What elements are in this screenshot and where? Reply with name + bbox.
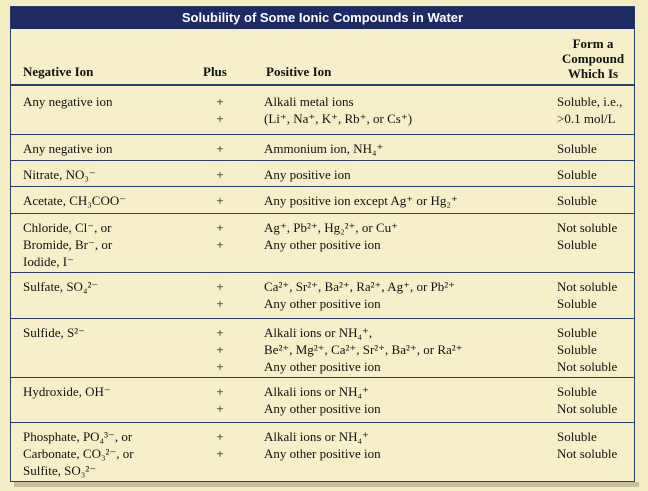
form-cell: Not soluble (557, 220, 618, 235)
plus-cell: + (216, 141, 224, 156)
positive-ion-cell: Alkali ions or NH₄⁺ (264, 384, 369, 399)
header-negative-ion: Negative Ion (23, 64, 94, 79)
plus-cell: + (216, 342, 224, 357)
positive-ion-cell: Any other positive ion (264, 237, 381, 252)
header-form (557, 36, 629, 81)
positive-ion-cell: Be²⁺, Mg²⁺, Ca²⁺, Sr²⁺, Ba²⁺, or Ra²⁺ (264, 342, 463, 357)
form-cell: Soluble (557, 342, 597, 357)
header-form-line1: Form a (572, 36, 614, 51)
negative-ion-cell: Acetate, CH₃COO⁻ (23, 193, 127, 208)
positive-ion-cell: Any positive ion except Ag⁺ or Hg₂⁺ (264, 193, 458, 208)
row-divider (11, 272, 634, 273)
plus-cell: + (216, 220, 224, 235)
plus-cell: + (216, 325, 224, 340)
plus-cell: + (216, 111, 224, 126)
plus-cell: + (216, 193, 224, 208)
negative-ion-cell: Bromide, Br⁻, or (23, 237, 113, 252)
form-cell: Not soluble (557, 446, 618, 461)
positive-ion-cell: Any other positive ion (264, 446, 381, 461)
negative-ion-cell: Any negative ion (23, 141, 113, 156)
form-cell: Soluble (557, 141, 597, 156)
plus-cell: + (216, 94, 224, 109)
plus-cell: + (216, 167, 224, 182)
negative-ion-cell: Carbonate, CO₃²⁻, or (23, 446, 134, 461)
positive-ion-cell: Alkali metal ions (264, 94, 354, 109)
positive-ion-cell: Ca²⁺, Sr²⁺, Ba²⁺, Ra²⁺, Ag⁺, or Pb²⁺ (264, 279, 456, 294)
header-plus: Plus (203, 64, 227, 79)
positive-ion-cell: (Li⁺, Na⁺, K⁺, Rb⁺, or Cs⁺) (264, 111, 413, 126)
negative-ion-cell: Sulfate, SO₄²⁻ (23, 279, 99, 294)
form-cell: Soluble, i.e., (557, 94, 623, 109)
form-cell: Not soluble (557, 359, 618, 374)
header-form-line3: Which Is (567, 66, 619, 81)
positive-ion-cell: Ag⁺, Pb²⁺, Hg₂²⁺, or Cu⁺ (264, 220, 399, 235)
plus-cell: + (216, 296, 224, 311)
negative-ion-cell: Chloride, Cl⁻, or (23, 220, 112, 235)
form-cell: Soluble (557, 193, 597, 208)
form-cell: Soluble (557, 296, 597, 311)
negative-ion-cell: Hydroxide, OH⁻ (23, 384, 111, 399)
positive-ion-cell: Any other positive ion (264, 359, 381, 374)
form-cell: Soluble (557, 167, 597, 182)
negative-ion-cell: Iodide, I⁻ (23, 254, 74, 269)
header-form-line2: Compound (561, 51, 625, 66)
header-positive-ion: Positive Ion (266, 64, 332, 79)
positive-ion-cell: Ammonium ion, NH₄⁺ (264, 141, 384, 156)
plus-cell: + (216, 359, 224, 374)
positive-ion-cell: Any other positive ion (264, 401, 381, 416)
solubility-table (10, 6, 635, 482)
negative-ion-cell: Phosphate, PO₄³⁻, or (23, 429, 133, 444)
plus-cell: + (216, 429, 224, 444)
row-divider (11, 186, 634, 187)
form-cell: Soluble (557, 429, 597, 444)
table-title: Solubility of Some Ionic Compounds in Water (11, 7, 634, 29)
positive-ion-cell: Any other positive ion (264, 296, 381, 311)
table-shadow (14, 482, 639, 487)
plus-cell: + (216, 401, 224, 416)
negative-ion-cell: Sulfite, SO₃²⁻ (23, 463, 97, 478)
form-cell: >0.1 mol/L (557, 111, 616, 126)
form-cell: Soluble (557, 325, 597, 340)
plus-cell: + (216, 384, 224, 399)
plus-cell: + (216, 237, 224, 252)
form-cell: Soluble (557, 384, 597, 399)
negative-ion-cell: Sulfide, S²⁻ (23, 325, 86, 340)
header-divider (11, 84, 634, 86)
positive-ion-cell: Alkali ions or NH₄⁺ (264, 429, 369, 444)
plus-cell: + (216, 279, 224, 294)
negative-ion-cell: Any negative ion (23, 94, 113, 109)
negative-ion-cell: Nitrate, NO₃⁻ (23, 167, 96, 182)
positive-ion-cell: Alkali ions or NH₄⁺, (264, 325, 373, 340)
row-divider (11, 422, 634, 423)
row-divider (11, 160, 634, 161)
form-cell: Soluble (557, 237, 597, 252)
plus-cell: + (216, 446, 224, 461)
row-divider (11, 318, 634, 319)
row-divider (11, 213, 634, 214)
form-cell: Not soluble (557, 279, 618, 294)
form-cell: Not soluble (557, 401, 618, 416)
positive-ion-cell: Any positive ion (264, 167, 351, 182)
row-divider (11, 377, 634, 378)
row-divider (11, 134, 634, 135)
